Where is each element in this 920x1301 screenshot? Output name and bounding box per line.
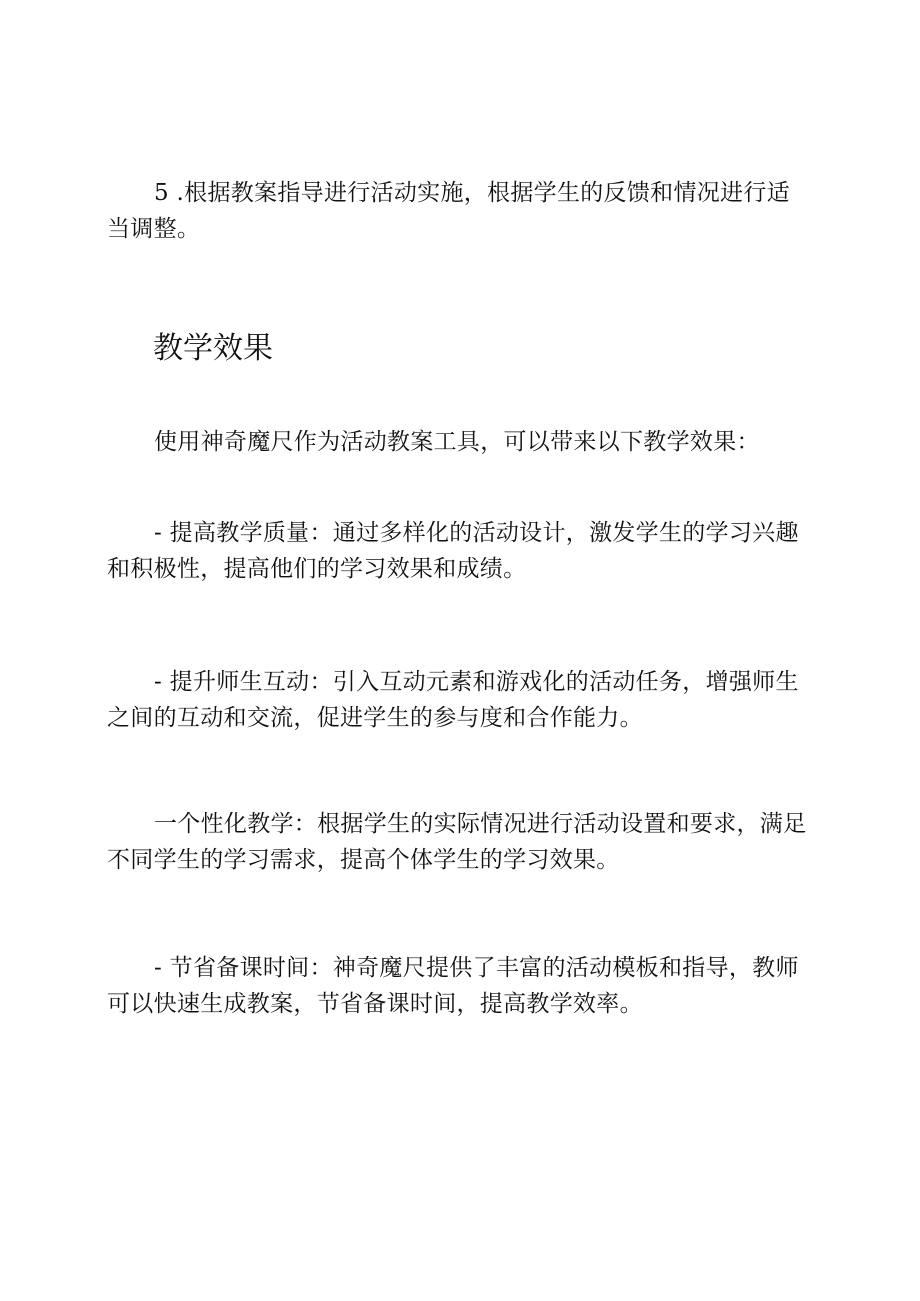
effect-save-prep-time: - 节省备课时间：神奇魔尺提供了丰富的活动模板和指导，教师可以快速生成教案，节省备课时间，提高教学效率。 [107,955,799,1017]
section-heading: 教学效果 [153,331,273,366]
intro-paragraph: 使用神奇魔尺作为活动教案工具，可以带来以下教学效果： [154,429,760,455]
effect-personalized-teaching: 一个性化教学：根据学生的实际情况进行活动设置和要求，满足不同学生的学习需求，提高个体学生的学习效果。 [107,811,807,873]
effect-teaching-quality: - 提高教学质量：通过多样化的活动设计，激发学生的学习兴趣和积极性，提高他们的学习效果和成绩。 [107,520,799,582]
effect-teacher-student-interaction: - 提升师生互动：引入互动元素和游戏化的活动任务，增强师生之间的互动和交流，促进学生的参与度和合作能力。 [107,669,799,731]
step-5-paragraph: 5 .根据教案指导进行活动实施，根据学生的反馈和情况进行适当调整。 [107,180,790,242]
